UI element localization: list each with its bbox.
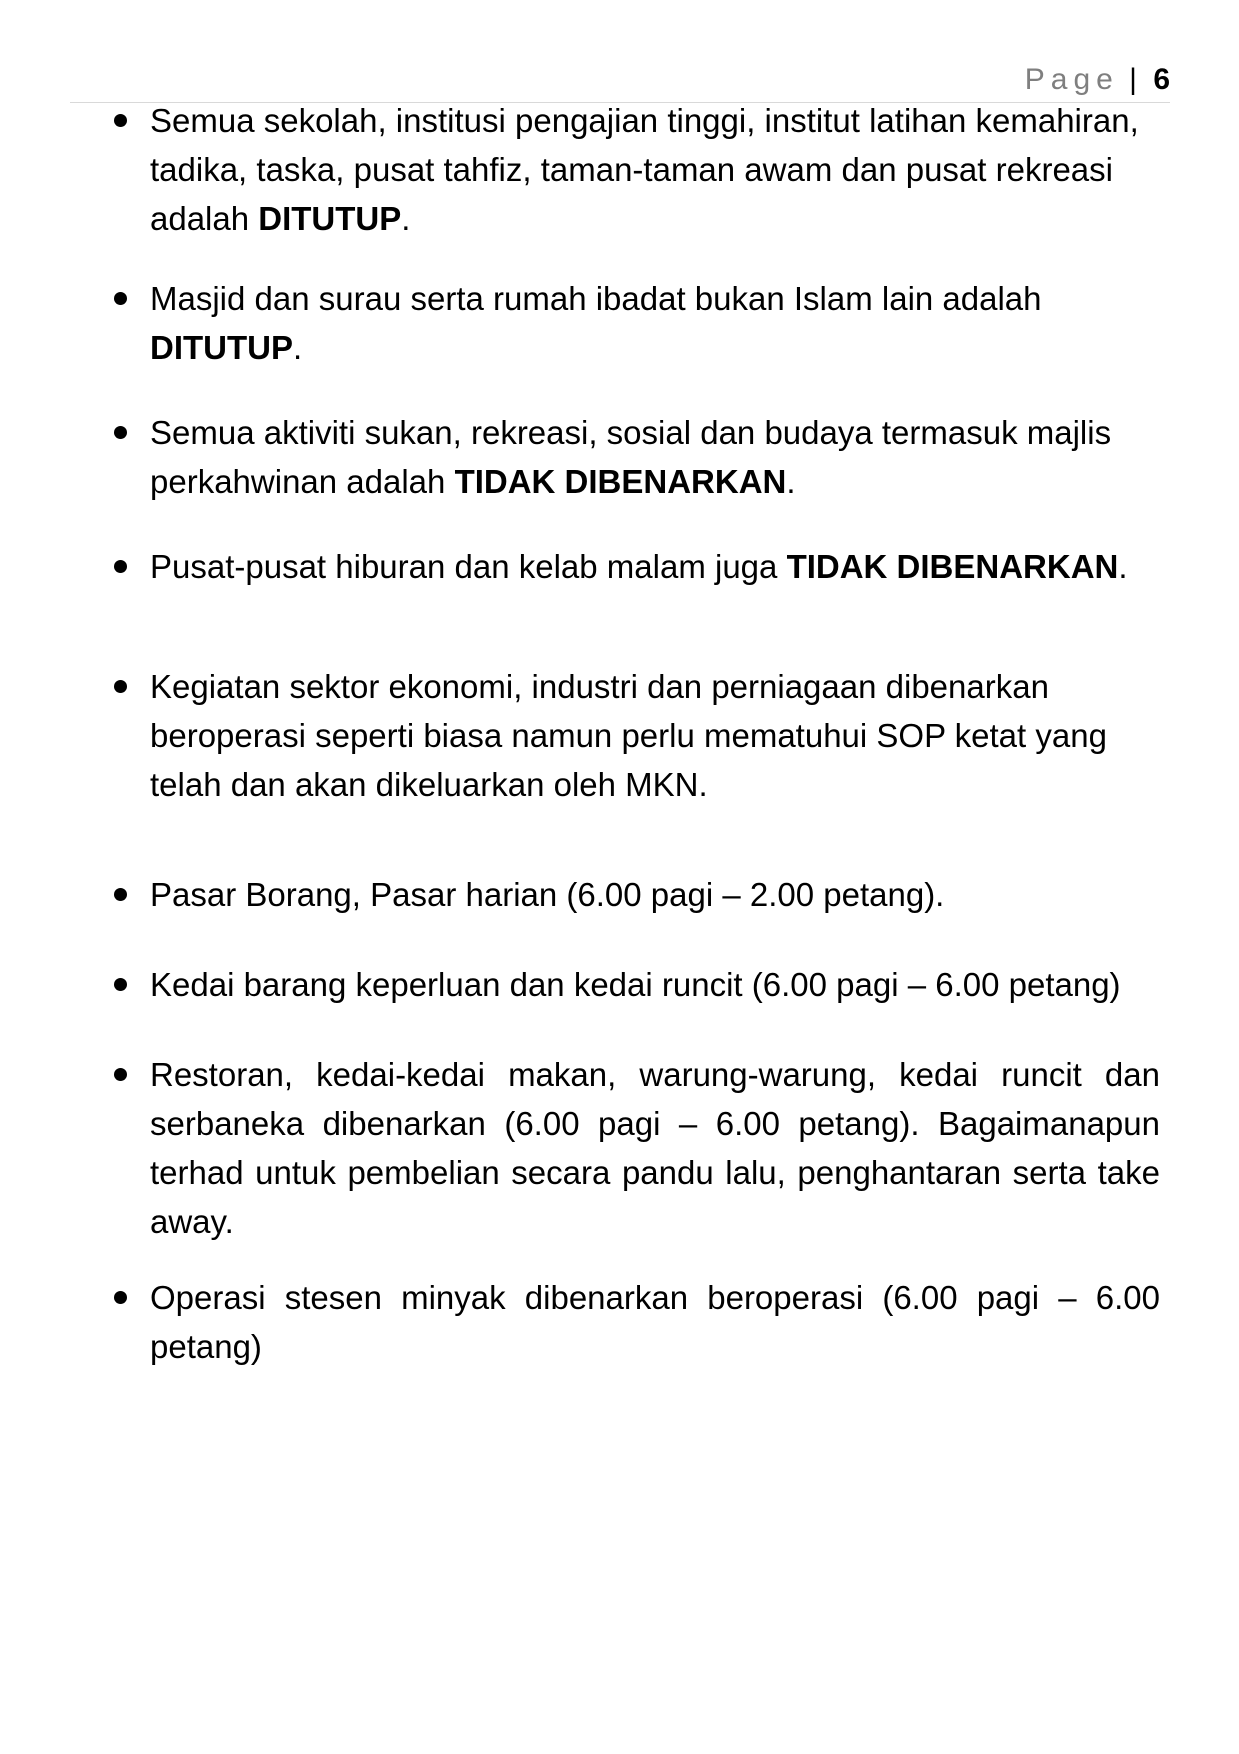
page-separator: |	[1129, 63, 1137, 96]
bullet-item-entertainment-not-allowed	[110, 542, 1170, 591]
emphasis-text: TIDAK DIBENARKAN	[454, 463, 787, 500]
bullet-icon	[114, 888, 127, 901]
bullet-text: Pasar Borang, Pasar harian (6.00 pagi – 2.00 petang).	[150, 876, 945, 913]
page-number-label	[1025, 62, 1170, 98]
bullet-text: Restoran, kedai-kedai makan, warung-warung, kedai runcit dan serbaneka dibenarkan (6.00 pagi – 6.00 petang). Bagaimanapun terhad untuk pembelian secara pandu lalu, penghantaran serta take away.	[150, 1056, 1160, 1240]
bullet-item-grocery-shops	[110, 960, 1170, 1009]
bullet-icon	[114, 560, 127, 573]
bullet-item-petrol-stations	[110, 1273, 1170, 1371]
bullet-icon	[114, 426, 127, 439]
bullet-icon	[114, 114, 127, 127]
bullet-text: Kedai barang keperluan dan kedai runcit (6.00 pagi – 6.00 petang)	[150, 966, 1121, 1003]
emphasis-text: TIDAK DIBENARKAN	[786, 548, 1119, 585]
bullet-item-economic-sector	[110, 662, 1170, 809]
bullet-item-schools-closed	[110, 96, 1170, 243]
bullet-text: Pusat-pusat hiburan dan kelab malam juga TIDAK DIBENARKAN.	[150, 548, 1128, 585]
page-number: 6	[1153, 63, 1170, 96]
emphasis-text: DITUTUP	[258, 200, 402, 237]
emphasis-text: DITUTUP	[150, 329, 293, 366]
bullet-text: Semua aktiviti sukan, rekreasi, sosial dan budaya termasuk majlis perkahwinan adalah TIDAK DIBENARKAN.	[150, 414, 1112, 500]
bullet-item-markets	[110, 870, 1170, 919]
bullet-item-sports-not-allowed	[110, 408, 1170, 506]
bullet-text: Kegiatan sektor ekonomi, industri dan perniagaan dibenarkan beroperasi seperti biasa namun perlu mematuhui SOP ketat yang telah dan akan dikeluarkan oleh MKN.	[150, 668, 1107, 803]
bullet-item-mosques-closed	[110, 274, 1170, 372]
bullet-icon	[114, 292, 127, 305]
page-word: Page	[1024, 63, 1119, 96]
bullet-icon	[114, 978, 127, 991]
bullet-text: Semua sekolah, institusi pengajian tinggi, institut latihan kemahiran, tadika, taska, pusat tahfiz, taman-taman awam dan pusat rekreasi adalah DITUTUP.	[150, 102, 1139, 237]
bullet-item-restaurants	[110, 1050, 1170, 1246]
bullet-icon	[114, 1068, 127, 1081]
bullet-text: Masjid dan surau serta rumah ibadat bukan Islam lain adalah DITUTUP.	[150, 280, 1042, 366]
bullet-icon	[114, 1291, 127, 1304]
bullet-text: Operasi stesen minyak dibenarkan beroperasi (6.00 pagi – 6.00 petang)	[150, 1279, 1160, 1365]
bullet-icon	[114, 680, 127, 693]
